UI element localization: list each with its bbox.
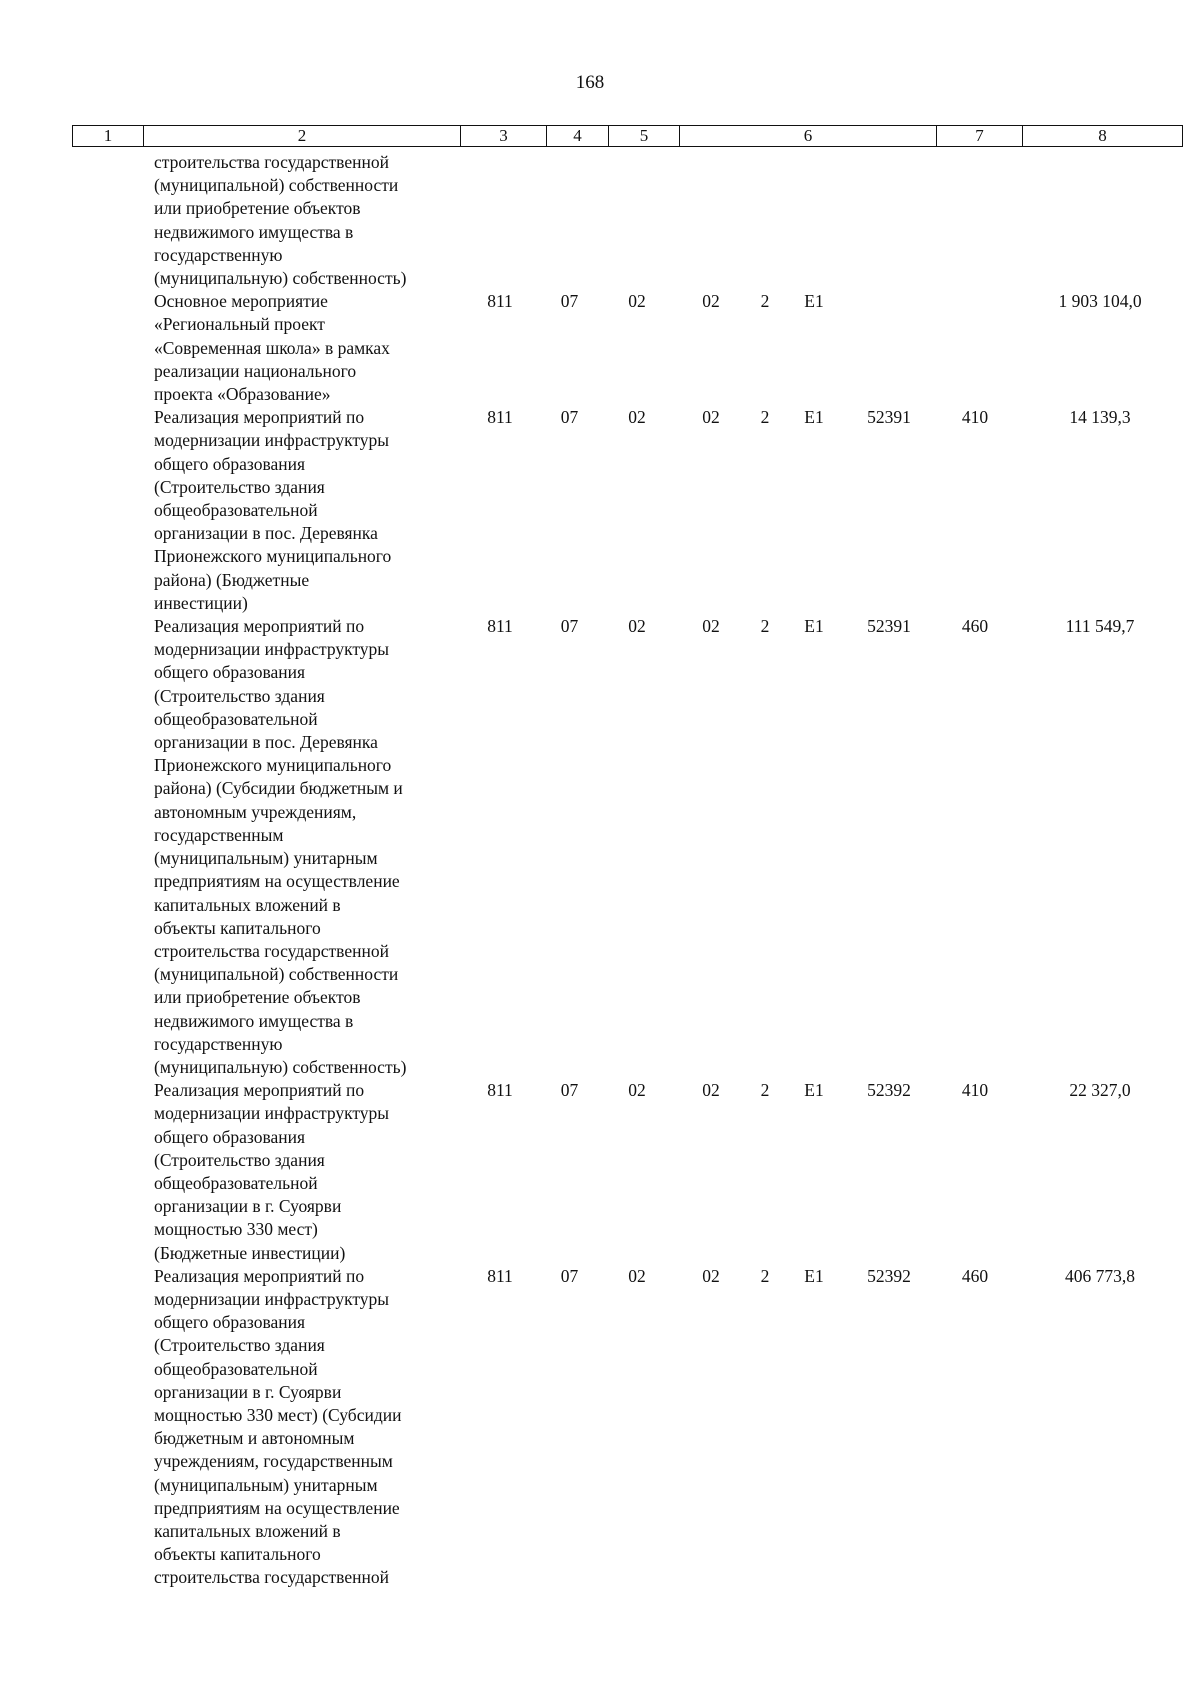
row-vr: 460 bbox=[961, 616, 989, 637]
row-rz: 07 bbox=[560, 291, 579, 312]
row-amount: 22 327,0 bbox=[1069, 1080, 1131, 1101]
row-ved: 811 bbox=[487, 1265, 513, 1286]
row-description: Основное мероприятие «Региональный проект «Современная школа» в рамках реализации национального проекта «Образование» bbox=[154, 291, 390, 405]
row-csr-subprogram: 2 bbox=[760, 291, 770, 312]
column-header-7: 7 bbox=[937, 126, 1023, 147]
row-csr-subprogram: 2 bbox=[760, 1265, 770, 1286]
row-csr-program: 02 bbox=[702, 407, 720, 428]
row-pr: 02 bbox=[628, 407, 646, 428]
column-header-6: 6 bbox=[680, 126, 937, 147]
row-amount: 1 903 104,0 bbox=[1058, 291, 1142, 312]
row-csr-project: E1 bbox=[804, 1265, 824, 1286]
row-csr-program: 02 bbox=[702, 1265, 720, 1286]
row-description: Реализация мероприятий по модернизации инфраструктуры общего образования (Строительство здания общеобразовательной организации в г. Суоярви мощностью 330 мест) (Субсидии бюджетным и автономным учреждениям, государственным (муниципальным) унитарным предприятиям на осуществление капитальных вложений в объекты капитального строительства государственной bbox=[154, 1265, 402, 1588]
row-csr-direction: 52392 bbox=[867, 1080, 911, 1101]
row-csr-program: 02 bbox=[702, 616, 720, 637]
row-rz: 07 bbox=[560, 616, 579, 637]
column-header-3: 3 bbox=[461, 126, 547, 147]
row-rz: 07 bbox=[560, 407, 579, 428]
row-csr-direction: 52391 bbox=[867, 616, 911, 637]
row-csr-subprogram: 2 bbox=[760, 1080, 770, 1101]
row-csr-program: 02 bbox=[702, 1080, 720, 1101]
column-header-8: 8 bbox=[1023, 126, 1183, 147]
row-csr-project: E1 bbox=[804, 616, 824, 637]
row-csr-project: E1 bbox=[804, 1080, 824, 1101]
row-csr-project: E1 bbox=[804, 291, 824, 312]
column-header-1: 1 bbox=[73, 126, 144, 147]
row-csr-subprogram: 2 bbox=[760, 616, 770, 637]
row-amount: 111 549,7 bbox=[1065, 616, 1135, 637]
row-pr: 02 bbox=[628, 1080, 646, 1101]
table-row bbox=[0, 290, 1200, 406]
row-pr: 02 bbox=[628, 616, 646, 637]
row-csr-direction: 52391 bbox=[867, 407, 911, 428]
row-vr: 460 bbox=[961, 1265, 989, 1286]
row-ved: 811 bbox=[487, 1080, 513, 1101]
row-csr-project: E1 bbox=[804, 407, 824, 428]
column-header-2: 2 bbox=[144, 126, 461, 147]
table-body bbox=[0, 151, 1200, 1590]
table-row bbox=[0, 406, 1200, 615]
row-vr: 410 bbox=[961, 1080, 989, 1101]
table-row bbox=[0, 1265, 1200, 1590]
row-description: Реализация мероприятий по модернизации инфраструктуры общего образования (Строительство здания общеобразовательной организации в г. Суоярви мощностью 330 мест) (Бюджетные инвестиции) bbox=[154, 1080, 390, 1263]
row-amount: 14 139,3 bbox=[1069, 407, 1131, 428]
column-header-4: 4 bbox=[547, 126, 609, 147]
table-row bbox=[0, 151, 1200, 290]
row-description: Реализация мероприятий по модернизации инфраструктуры общего образования (Строительство здания общеобразовательной организации в пос. Деревянка Прионежского муниципального района) (Бюджетные инвестиции) bbox=[154, 407, 392, 613]
row-ved: 811 bbox=[487, 291, 513, 312]
row-description: Реализация мероприятий по модернизации инфраструктуры общего образования (Строительство здания общеобразовательной организации в пос. Деревянка Прионежского муниципального района) (Субсидии бюджетным и автономным учреждениям, государственным (муниципальным) унитарным предприятиям на осуществление капитальных вложений в объекты капитального строительства государственной (муниципальной) собственности или приобретение объектов недвижимого имущества в государственную (муниципальную) собственность) bbox=[154, 616, 407, 1077]
page-number: 168 bbox=[575, 72, 605, 93]
row-csr-direction: 52392 bbox=[867, 1265, 911, 1286]
row-csr-subprogram: 2 bbox=[760, 407, 770, 428]
row-rz: 07 bbox=[560, 1265, 579, 1286]
column-header-row bbox=[73, 126, 1183, 147]
row-vr: 410 bbox=[961, 407, 989, 428]
column-header-5: 5 bbox=[609, 126, 680, 147]
column-header-table bbox=[72, 125, 1183, 147]
table-row bbox=[0, 1079, 1200, 1265]
row-rz: 07 bbox=[560, 1080, 579, 1101]
row-amount: 406 773,8 bbox=[1065, 1265, 1135, 1286]
row-description: строительства государственной (муниципальной) собственности или приобретение объектов недвижимого имущества в государственную (муниципальную) собственность) bbox=[154, 152, 407, 289]
table-row bbox=[0, 615, 1200, 1079]
row-ved: 811 bbox=[487, 616, 513, 637]
row-ved: 811 bbox=[487, 407, 513, 428]
row-pr: 02 bbox=[628, 1265, 646, 1286]
row-pr: 02 bbox=[628, 291, 646, 312]
row-csr-program: 02 bbox=[702, 291, 720, 312]
